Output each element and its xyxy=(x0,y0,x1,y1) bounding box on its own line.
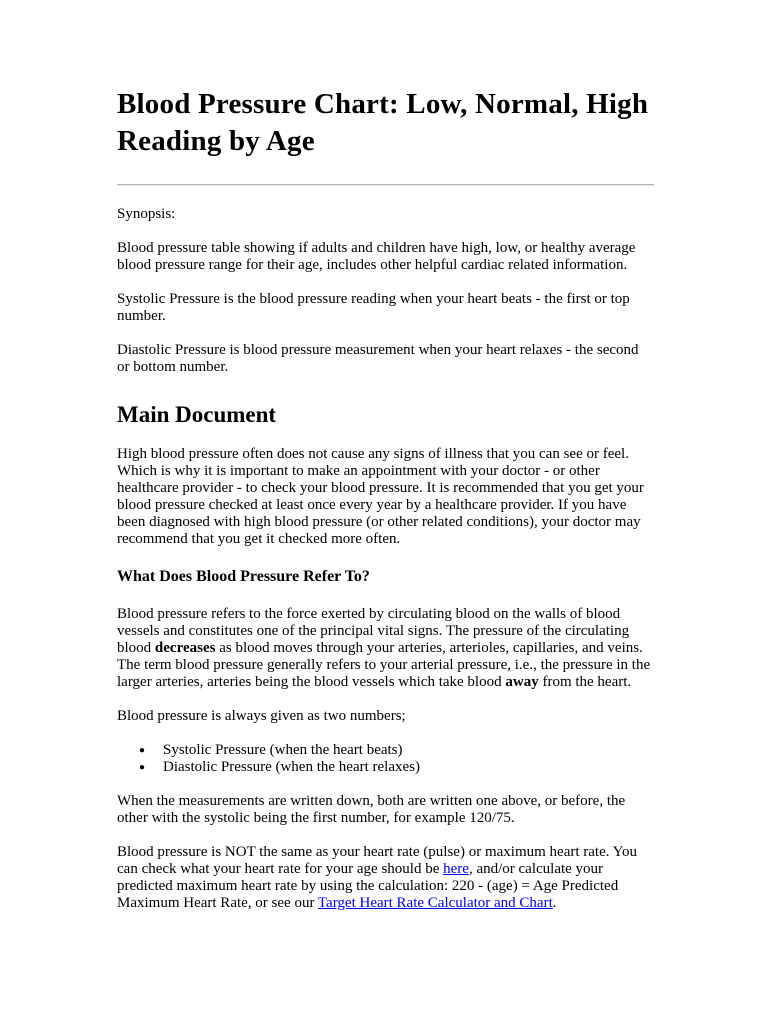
title-divider xyxy=(117,184,654,186)
refer-p1-text-c: from the heart. xyxy=(538,674,632,690)
refer-p1-text-b: as blood moves through your arteries, arterioles, capillaries, and veins. The term blood pressure generally refers to your arterial pressure, i.e., the pressure in the larger arteries, arteries being the blood vessels which take blood xyxy=(117,640,651,690)
refer-p1-bold-away: away xyxy=(505,674,539,690)
refer-paragraph-1 xyxy=(117,606,654,691)
main-document-heading: Main Document xyxy=(117,402,277,427)
synopsis-paragraph-3: Diastolic Pressure is blood pressure measurement when your heart relaxes - the second or bottom number. xyxy=(117,342,639,375)
refer-heading: What Does Blood Pressure Refer To? xyxy=(117,568,370,585)
refer-paragraph-3: When the measurements are written down, both are written one above, or before, the other with the systolic being the first number, for example 120/75. xyxy=(117,793,626,826)
refer-p1-text-a: Blood pressure refers to the force exerted by circulating blood on the walls of blood vessels and constitutes one of the principal vital signs. The pressure of the circulating blood xyxy=(117,606,630,656)
list-item xyxy=(139,759,654,776)
refer-p4-text-a: Blood pressure is NOT the same as your heart rate (pulse) or maximum heart rate. You can check what your heart rate for your age should be xyxy=(117,844,638,877)
bullet-icon: ● xyxy=(139,745,146,756)
refer-p1-bold-decreases: decreases xyxy=(154,640,216,656)
page-title: Blood Pressure Chart: Low, Normal, High Reading by Age xyxy=(117,88,649,157)
synopsis-paragraph-2: Systolic Pressure is the blood pressure reading when your heart beats - the first or top number. xyxy=(117,291,630,324)
list-item xyxy=(139,742,654,759)
synopsis-paragraph-1: Blood pressure table showing if adults and children have high, low, or healthy average blood pressure range for their age, includes other helpful cardiac related information. xyxy=(117,240,636,273)
refer-p4-text-b: , and/or calculate your predicted maximum heart rate by using the calculation: 220 - (age) = Age Predicted Maximum Heart Rate, or see our xyxy=(117,861,619,911)
list-item-text: Systolic Pressure (when the heart beats) xyxy=(163,742,403,758)
refer-p4-text-c: . xyxy=(552,895,557,911)
refer-paragraph-4 xyxy=(117,844,654,912)
pressure-bullet-list xyxy=(117,742,654,776)
list-item-text: Diastolic Pressure (when the heart relaxes) xyxy=(163,759,420,775)
bullet-icon: ● xyxy=(139,762,146,773)
synopsis-label: Synopsis: xyxy=(117,206,176,222)
main-paragraph-1: High blood pressure often does not cause any signs of illness that you can see or feel. Which is why it is important to make an appointment with your doctor - or other healthcare provider - to check your blood pressure. It is recommended that you get your blood pressure checked at least once every year by a healthcare provider. If you have been diagnosed with high blood pressure (or other related conditions), your doctor may recommend that you get it checked more often. xyxy=(117,446,644,547)
here-link[interactable]: here xyxy=(443,861,469,877)
target-heart-rate-calculator-link[interactable]: Target Heart Rate Calculator and Chart xyxy=(317,895,553,911)
refer-paragraph-2: Blood pressure is always given as two numbers; xyxy=(117,708,406,724)
document-page xyxy=(117,86,654,912)
